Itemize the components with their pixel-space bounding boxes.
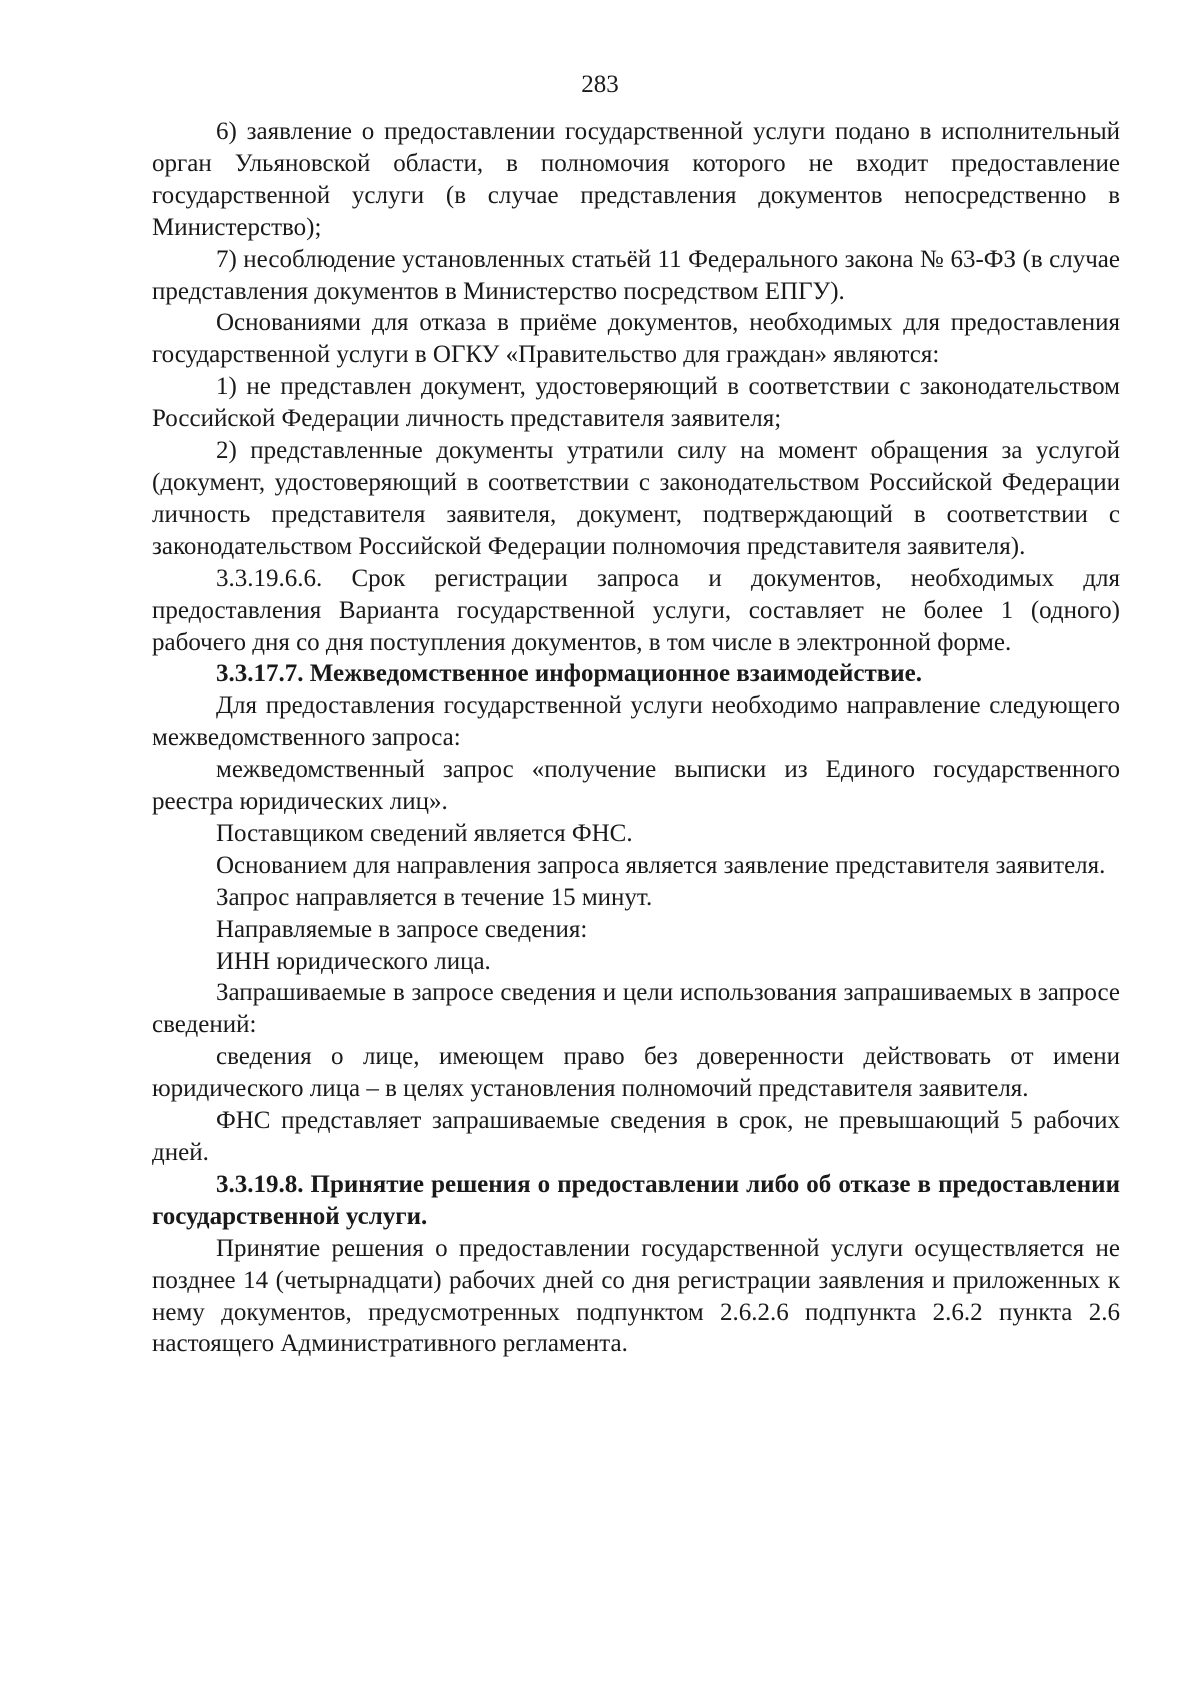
paragraph-interagency-request: Для предоставления государственной услуги необходимо направление следующего межведомственного запроса: <box>152 692 1120 752</box>
paragraph-requested-data: Запрашиваемые в запросе сведения и цели использования запрашиваемых в запросе сведений: <box>152 979 1120 1039</box>
paragraph-refusal-2: 2) представленные документы утратили силу на момент обращения за услугой (документ, удостоверяющий в соответствии с законодательством Российской Федерации личность представителя заявителя, документ, подтверждающий в соответствии с законодательством Российской Федерации полномочия представителя заявителя). <box>152 437 1120 560</box>
section-heading-decision: 3.3.19.8. Принятие решения о предоставлении либо об отказе в предоставлении государственной услуги. <box>152 1170 1120 1230</box>
paragraph-inn: ИНН юридического лица. <box>216 947 491 975</box>
paragraph-refusal-grounds: Основаниями для отказа в приёме документов, необходимых для предоставления государственной услуги в ОГКУ «Правительство для граждан» являются: <box>152 309 1120 369</box>
paragraph-fns-term: ФНС представляет запрашиваемые сведения в срок, не превышающий 5 рабочих дней. <box>152 1107 1120 1166</box>
paragraph-item-6: 6) заявление о предоставлении государственной услуги подано в исполнительный орган Ульяновской области, в полномочия которого не входит предоставление государственной услуги (в случае представления документов непосредственно в Министерство); <box>152 118 1120 241</box>
paragraph-sent-data: Направляемые в запросе сведения: <box>216 915 588 943</box>
paragraph-egrul-request: межведомственный запрос «получение выписки из Единого государственного реестра юридических лиц». <box>152 756 1120 816</box>
paragraph-person-data: сведения о лице, имеющем право без доверенности действовать от имени юридического лица – в целях установления полномочий представителя заявителя. <box>152 1043 1120 1103</box>
paragraph-refusal-1: 1) не представлен документ, удостоверяющий в соответствии с законодательством Российской Федерации личность представителя заявителя; <box>152 373 1120 433</box>
page-number: 283 <box>581 71 619 98</box>
document-body <box>152 116 1120 1360</box>
paragraph-request-timing: Запрос направляется в течение 15 минут. <box>216 883 653 911</box>
paragraph-request-basis: Основанием для направления запроса является заявление представителя заявителя. <box>216 851 1106 879</box>
paragraph-decision-term: Принятие решения о предоставлении государственной услуги осуществляется не позднее 14 (четырнадцати) рабочих дней со дня регистрации заявления и приложенных к нему документов, предусмотренных подпунктом 2.6.2.6 подпункта 2.6.2 пункта 2.6 настоящего Административного регламента. <box>152 1234 1120 1358</box>
paragraph-supplier: Поставщиком сведений является ФНС. <box>216 819 633 847</box>
paragraph-registration-term: 3.3.19.6.6. Срок регистрации запроса и документов, необходимых для предоставления Варианта государственной услуги, составляет не более 1 (одного) рабочего дня со дня поступления документов, в том числе в электронной форме. <box>152 564 1120 656</box>
paragraph-item-7: 7) несоблюдение установленных статьёй 11 Федерального закона № 63-ФЗ (в случае представления документов в Министерство посредством ЕПГУ). <box>152 245 1120 305</box>
section-heading-interagency: 3.3.17.7. Межведомственное информационное взаимодействие. <box>216 660 922 688</box>
